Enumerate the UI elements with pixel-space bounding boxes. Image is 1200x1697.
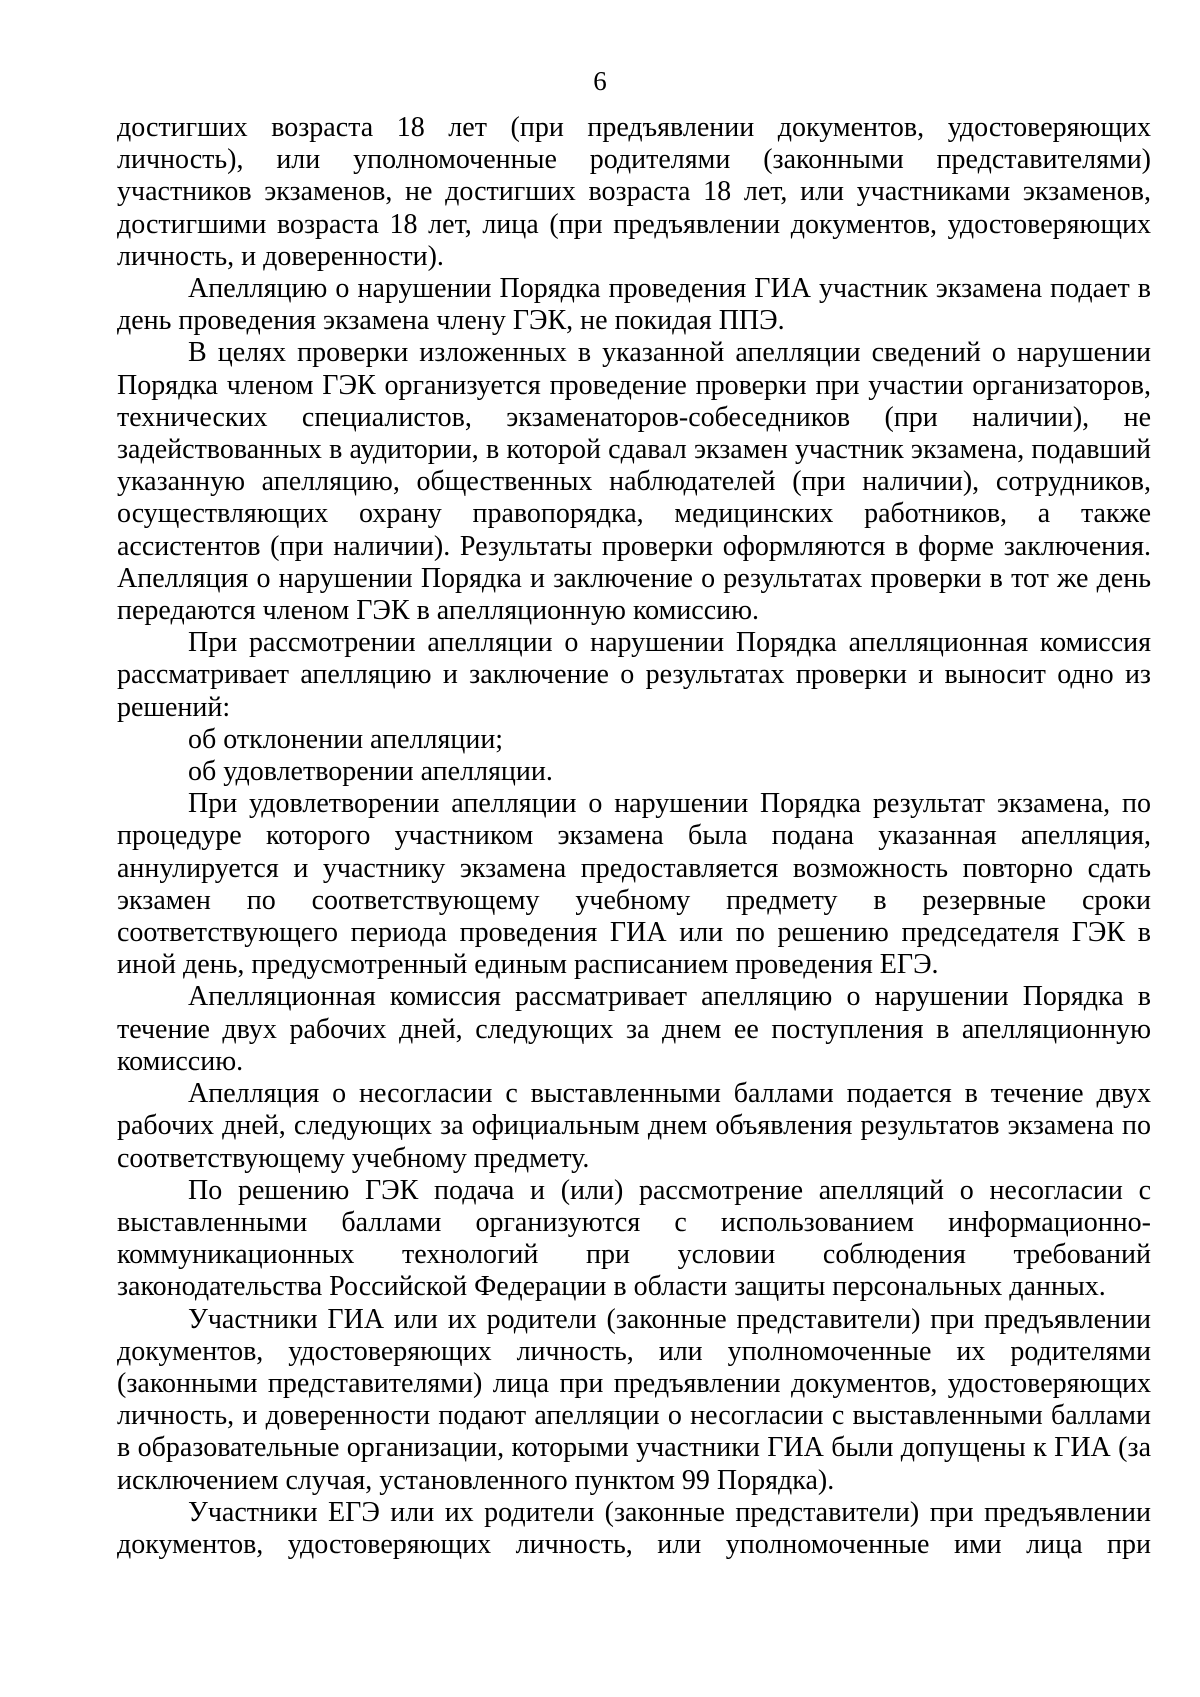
paragraph-score-appeal-deadline: Апелляция о несогласии с выставленными баллами подается в течение двух рабочих дней, следующих за официальным днем объявления результатов экзамена по соответствующему учебному предмету. [117,1078,1151,1174]
paragraph-gia-participants: Участники ГИА или их родители (законные представители) при предъявлении документов, удостоверяющих личность, или уполномоченные их родителями (законными представителями) лица при предъявлении документов, удостоверяющих личность, и доверенности подают апелляции о несогласии с выставленными баллами в образовательные организации, которыми участники ГИА были допущены к ГИА (за исключением случая, установленного пунктом 99 Порядка). [117,1303,1151,1496]
paragraph-annulment: При удовлетворении апелляции о нарушении Порядка результат экзамена, по процедуре которого участником экзамена была подана указанная апелляция, аннулируется и участнику экзамена предоставляется возможность повторно сдать экзамен по соответствующему учебному предмету в резервные сроки соответствующего периода проведения ГИА или по решению председателя ГЭК в иной день, предусмотренный единым расписанием проведения ЕГЭ. [117,788,1151,981]
paragraph-ict-usage: По решению ГЭК подача и (или) рассмотрение апелляций о несогласии с выставленными баллами организуются с использованием информационно-коммуникационных технологий при условии соблюдения требований законодательства Российской Федерации в области защиты персональных данных. [117,1174,1151,1303]
paragraph-decision-reject: об отклонении апелляции; [188,723,504,755]
document-body [117,112,1151,1561]
page-number: 6 [593,66,607,96]
paragraph-continuation: достигших возраста 18 лет (при предъявлении документов, удостоверяющих личность), или уполномоченные родителями (законными представителями) участников экзаменов, не достигших возраста 18 лет, или участниками экзаменов, достигшими возраста 18 лет, лица (при предъявлении документов, удостоверяющих личность, и доверенности). [117,112,1151,272]
paragraph-review-period: Апелляционная комиссия рассматривает апелляцию о нарушении Порядка в течение двух рабочих дней, следующих за днем ее поступления в апелляционную комиссию. [117,981,1151,1077]
paragraph-decision-accept: об удовлетворении апелляции. [188,756,553,788]
paragraph-commission-review: При рассмотрении апелляции о нарушении Порядка апелляционная комиссия рассматривает апелляцию и заключение о результатах проверки и выносит одно из решений: [117,627,1151,723]
paragraph-ege-participants: Участники ЕГЭ или их родители (законные представители) при предъявлении документов, удостоверяющих личность, или уполномоченные ими лица при [117,1496,1151,1560]
paragraph-verification: В целях проверки изложенных в указанной апелляции сведений о нарушении Порядка членом ГЭК организуется проведение проверки при участии организаторов, технических специалистов, экзаменаторов-собеседников (при наличии), не задействованных в аудитории, в которой сдавал экзамен участник экзамена, подавший указанную апелляцию, общественных наблюдателей (при наличии), сотрудников, осуществляющих охрану правопорядка, медицинских работников, а также ассистентов (при наличии). Результаты проверки оформляются в форме заключения. Апелляция о нарушении Порядка и заключение о результатах проверки в тот же день передаются членом ГЭК в апелляционную комиссию. [117,337,1151,627]
paragraph-appeal-submission: Апелляцию о нарушении Порядка проведения ГИА участник экзамена подает в день проведения экзамена члену ГЭК, не покидая ППЭ. [117,273,1151,337]
